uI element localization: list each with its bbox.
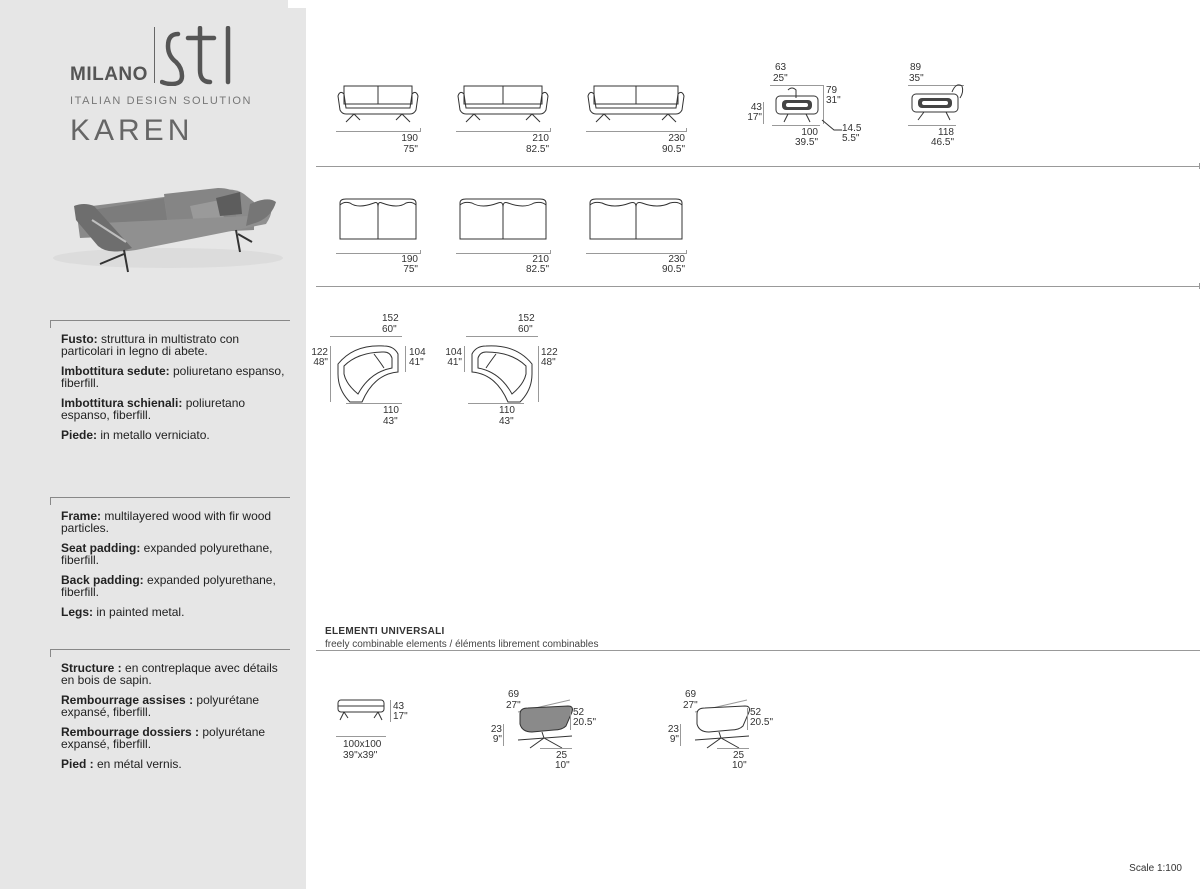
chaise2-height-cm: 23 — [667, 724, 679, 735]
chaise1-width-in: 20.5" — [573, 717, 597, 728]
spec-en-legs: Legs: in painted metal. — [61, 605, 185, 619]
top-210-cm: 210 — [532, 254, 549, 265]
brand-subtitle: ITALIAN DESIGN SOLUTION — [70, 95, 253, 107]
chaise1-depth-in: 10" — [555, 760, 570, 771]
spec-en-seat: Seat padding: expanded polyurethane, fiberfill. — [61, 541, 273, 567]
corner2-right-cm: 122 — [541, 347, 558, 358]
corner2-top-cm: 152 — [518, 313, 535, 324]
corner2-right-in: 48" — [541, 357, 556, 368]
chaise2-length-cm: 69 — [685, 689, 697, 700]
corner2-left-cm: 104 — [445, 347, 462, 358]
chaise2-width-cm: 52 — [750, 707, 762, 718]
spec-fr-back: Rembourrage dossiers : polyurétane expansé, fiberfill. — [61, 725, 266, 751]
brand-divider — [154, 27, 155, 83]
corner1-left-in: 48" — [313, 357, 328, 368]
spec-it-back: Imbottitura schienali: poliuretano espanso, fiberfill. — [61, 396, 246, 422]
brand-milano: MILANO — [70, 64, 148, 85]
spec-it-legs: Piede: in metallo verniciato. — [61, 428, 210, 442]
side2-width-cm: 118 — [938, 127, 954, 138]
side1-leg-in: 5.5" — [842, 133, 860, 144]
side1-width-in: 39.5" — [794, 137, 818, 148]
spec-it-seat: Imbottitura sedute: poliuretano espanso, fiberfill. — [61, 364, 285, 390]
top-230-cm: 230 — [668, 254, 685, 265]
universal-title: ELEMENTI UNIVERSALI — [325, 626, 445, 637]
chaise2-depth-in: 10" — [732, 760, 747, 771]
top-view-230 — [586, 197, 686, 243]
spec-fr-frame: Structure : en contreplaque avec détails en bois de sapin. — [61, 661, 278, 687]
leg-dimension-line — [820, 118, 844, 132]
front-210-cm: 210 — [532, 133, 549, 144]
front-190-cm: 190 — [401, 133, 418, 144]
corner-sofa-1 — [334, 344, 400, 404]
top-210-in: 82.5" — [525, 264, 549, 275]
top-view-190 — [336, 197, 420, 243]
spec-en-back: Back padding: expanded polyurethane, fiberfill. — [61, 573, 276, 599]
corner1-left-cm: 122 — [311, 347, 328, 358]
corner1-right-in: 41" — [409, 357, 424, 368]
spec-fr-legs: Pied : en métal vernis. — [61, 757, 182, 771]
corner1-right-cm: 104 — [409, 347, 426, 358]
ottoman-drawing — [336, 698, 386, 722]
spec-fr-seat: Rembourrage assises : polyurétane expansé, fiberfill. — [61, 693, 260, 719]
corner1-top-in: 60" — [382, 324, 397, 335]
side1-height-in: 31" — [826, 95, 841, 106]
scale-label: Scale 1:100 — [1129, 863, 1182, 874]
side-view-2 — [908, 80, 968, 126]
ottoman-size-cm: 100x100 — [343, 739, 382, 750]
side1-depth-cm: 63 — [775, 62, 787, 73]
chaise2-depth-cm: 25 — [733, 750, 745, 761]
side1-height-cm: 79 — [826, 85, 838, 96]
side2-width-in: 46.5" — [930, 137, 954, 148]
ottoman-height-cm: 43 — [393, 701, 405, 712]
corner1-bottom-cm: 110 — [383, 405, 399, 416]
product-name: KAREN — [70, 114, 194, 147]
chaise2-width-in: 20.5" — [750, 717, 774, 728]
sofa-photo — [40, 172, 290, 282]
front-230-in: 90.5" — [661, 144, 685, 155]
chaise2-length-in: 27" — [683, 700, 698, 711]
chaise1-height-cm: 23 — [490, 724, 502, 735]
side1-depth-in: 25" — [773, 73, 788, 84]
top-190-cm: 190 — [401, 254, 418, 265]
corner2-bottom-cm: 110 — [499, 405, 515, 416]
front-190-in: 75" — [403, 144, 418, 155]
side1-leg-cm: 14.5 — [842, 123, 862, 134]
corner-sofa-2 — [470, 344, 536, 404]
chaise1-length-cm: 69 — [508, 689, 520, 700]
chaise1-depth-cm: 25 — [556, 750, 568, 761]
chaise-drawing-1 — [504, 696, 576, 756]
front-view-190 — [336, 82, 420, 124]
corner2-top-in: 60" — [518, 324, 533, 335]
sti-logo — [160, 26, 236, 86]
front-230-cm: 230 — [668, 133, 685, 144]
side-view-1 — [772, 86, 822, 126]
spec-en-frame: Frame: multilayered wood with fir wood particles. — [61, 509, 272, 535]
top-230-in: 90.5" — [661, 264, 685, 275]
ottoman-height-in: 17" — [393, 711, 408, 722]
top-strip — [288, 0, 306, 8]
chaise2-height-in: 9" — [669, 734, 679, 745]
front-210-in: 82.5" — [525, 144, 549, 155]
front-view-210 — [456, 82, 550, 124]
universal-subtitle: freely combinable elements / éléments librement combinables — [325, 639, 599, 650]
front-view-230 — [586, 82, 686, 124]
top-190-in: 75" — [403, 264, 418, 275]
chaise1-height-in: 9" — [492, 734, 502, 745]
side1-width-cm: 100 — [801, 127, 818, 138]
side1-seat-in: 17" — [747, 112, 762, 123]
chaise1-length-in: 27" — [506, 700, 521, 711]
corner2-bottom-in: 43" — [499, 416, 514, 427]
chaise1-width-cm: 52 — [573, 707, 585, 718]
ottoman-size-in: 39"x39" — [343, 750, 378, 761]
corner1-top-cm: 152 — [382, 313, 399, 324]
chaise-drawing-2 — [681, 696, 753, 756]
corner2-left-in: 41" — [447, 357, 462, 368]
corner1-bottom-in: 43" — [383, 416, 398, 427]
top-view-210 — [456, 197, 550, 243]
side2-depth-cm: 89 — [910, 62, 922, 73]
spec-it-frame: Fusto: struttura in multistrato con particolari in legno di abete. — [61, 332, 240, 358]
side2-depth-in: 35" — [909, 73, 924, 84]
side1-seat-cm: 43 — [750, 102, 762, 113]
sidebar — [0, 0, 306, 889]
